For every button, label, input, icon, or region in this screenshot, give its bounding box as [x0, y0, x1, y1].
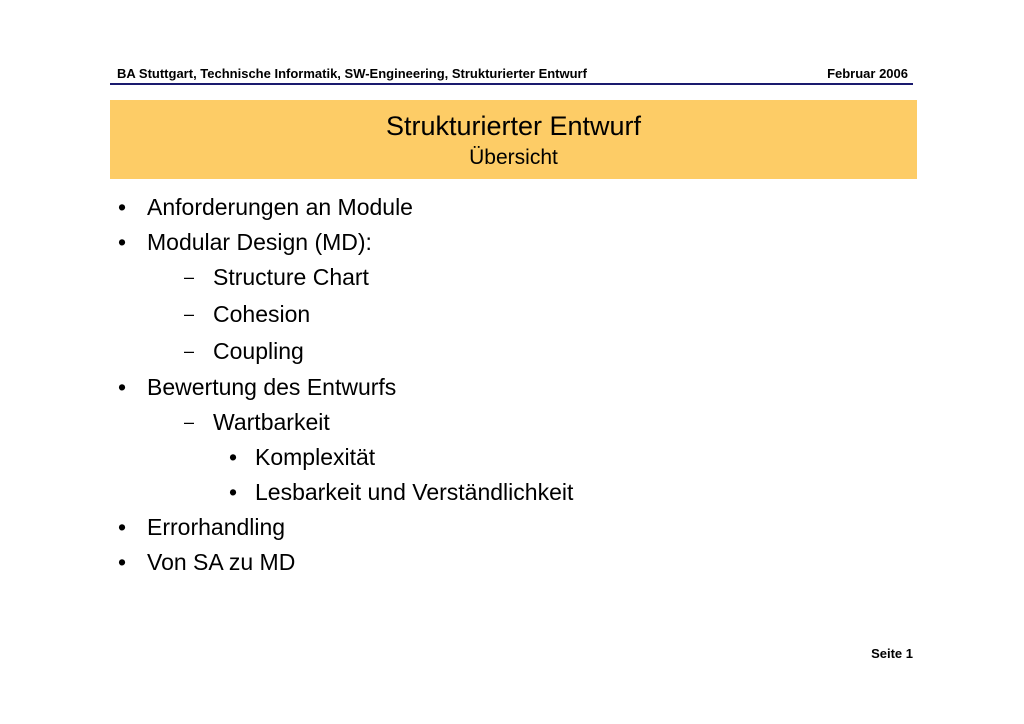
bullet-marker: • [229, 444, 238, 470]
outline-item-text: Errorhandling [147, 514, 286, 540]
bullet-marker: • [229, 479, 238, 505]
outline-item [118, 513, 286, 541]
bullet-marker: • [118, 549, 127, 575]
bullet-marker: • [118, 514, 127, 540]
outline-item-text: Modular Design (MD): [147, 229, 372, 255]
dash-marker: – [184, 412, 195, 432]
outline-item-text: Komplexität [255, 444, 376, 470]
outline-item [118, 228, 372, 256]
outline-item-text: Coupling [213, 338, 304, 364]
header-date: Februar 2006 [827, 66, 908, 81]
outline-item [118, 193, 413, 221]
slide-subtitle: Übersicht [469, 146, 558, 169]
dash-marker: – [184, 304, 195, 324]
bullet-marker: • [118, 374, 127, 400]
outline-subsubitem [229, 478, 574, 506]
slide-title: Strukturierter Entwurf [385, 111, 642, 141]
page-number: Seite 1 [871, 646, 913, 661]
outline-item-text: Structure Chart [213, 264, 369, 290]
outline-subitem [184, 408, 330, 436]
bullet-marker: • [118, 194, 127, 220]
dash-marker: – [184, 341, 195, 361]
outline-item-text: Wartbarkeit [213, 409, 330, 435]
outline-subitem [184, 337, 304, 365]
header-course-info: BA Stuttgart, Technische Informatik, SW-Engineering, Strukturierter Entwurf [117, 66, 587, 81]
bullet-marker: • [118, 229, 127, 255]
outline-item-text: Von SA zu MD [147, 549, 296, 575]
outline-item-text: Bewertung des Entwurfs [147, 374, 397, 400]
outline-item-text: Cohesion [213, 301, 311, 327]
outline-item-text: Anforderungen an Module [147, 194, 413, 220]
dash-marker: – [184, 267, 195, 287]
outline-item [118, 548, 296, 576]
outline-subitem [184, 300, 311, 328]
outline-subitem [184, 263, 369, 291]
outline-item [118, 373, 397, 401]
outline-item-text: Lesbarkeit und Verständlichkeit [255, 479, 574, 505]
outline-subsubitem [229, 443, 376, 471]
